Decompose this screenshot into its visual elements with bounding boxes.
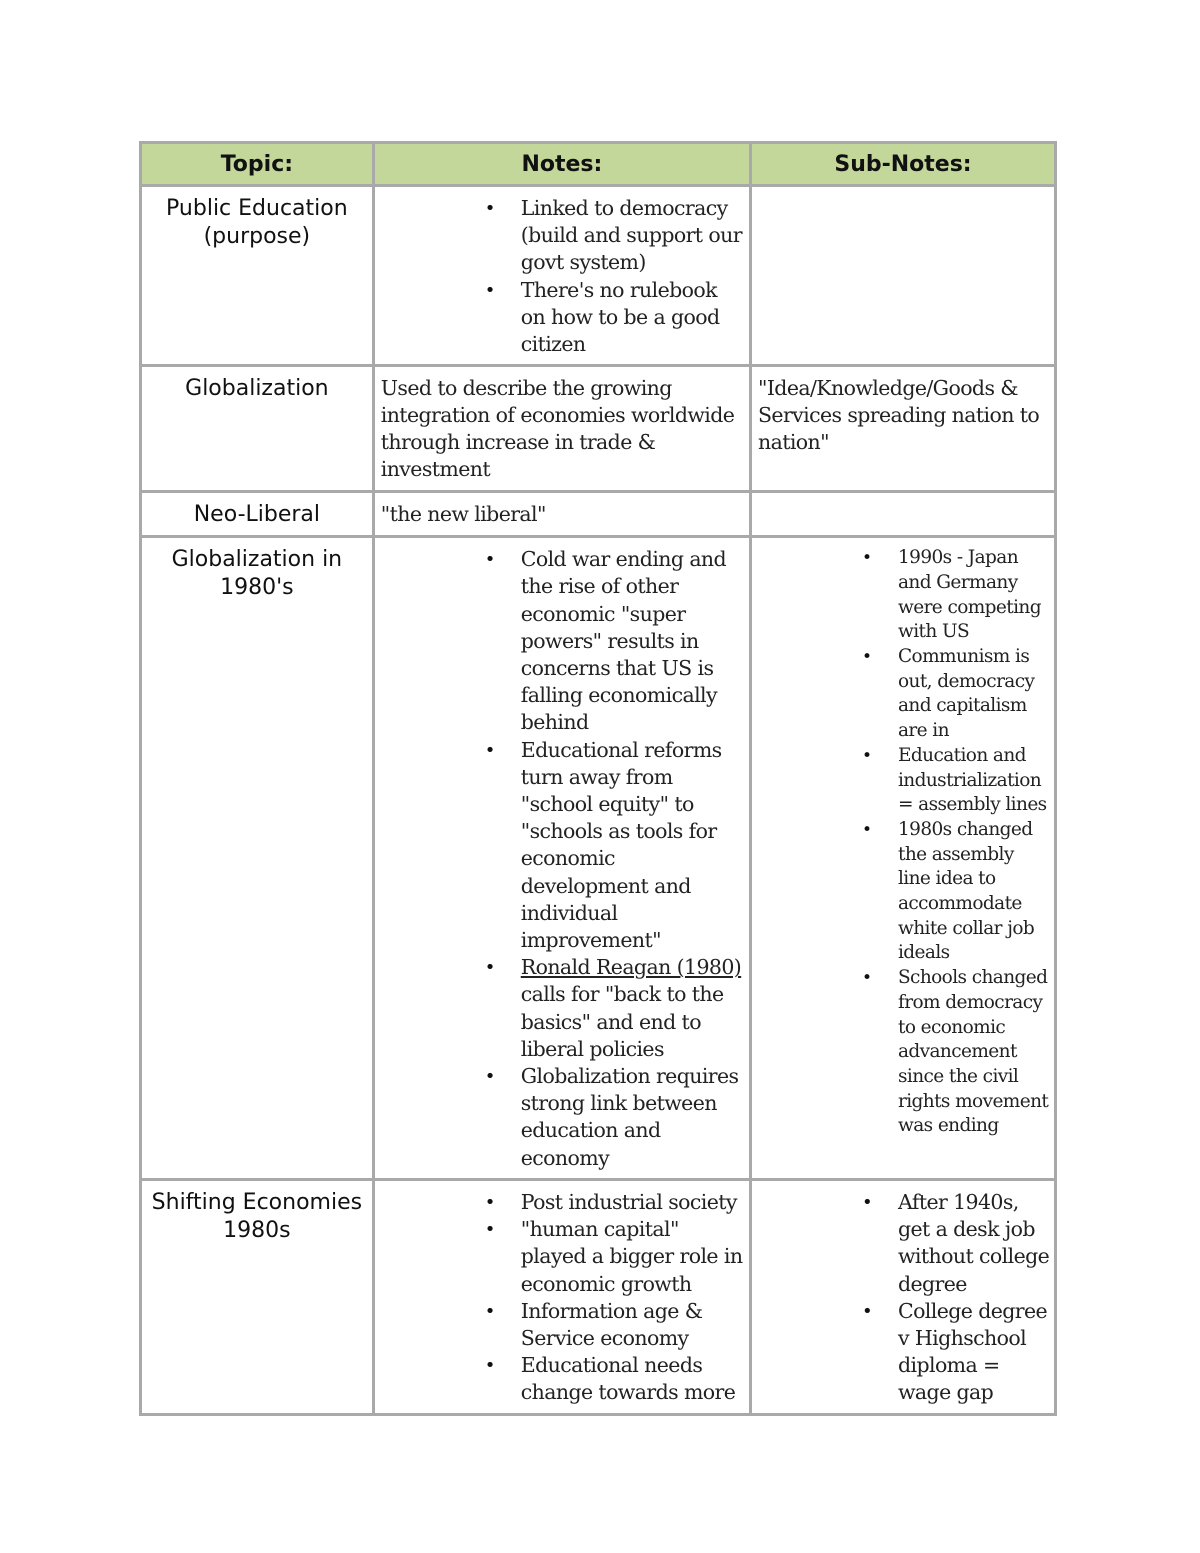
bullet-icon: • [484,739,495,761]
bullet-icon: • [861,745,872,766]
list-item: • "human capital" played a bigger role in economic growth [484,1217,743,1296]
sub-notes-list [752,1181,1054,1413]
table-row [141,492,1056,537]
sub-notes-list [752,538,1054,1145]
list-item: • Educational needs change towards more [484,1353,736,1405]
table-row [141,366,1056,492]
notes-list [375,538,749,1178]
bullet-icon: • [861,1191,873,1213]
bullet-icon: • [484,1191,495,1213]
sub-notes-cell [750,492,1055,537]
header-topic: Topic: [141,143,374,186]
notes-cell [373,186,750,366]
bullet-icon: • [484,198,495,219]
notes-cell [373,537,750,1180]
sub-notes-cell [750,537,1055,1180]
bullet-icon: • [484,279,495,301]
topic-cell: Neo-Liberal [141,492,374,537]
bullet-icon: • [484,549,495,571]
list-item: • Cold war ending and the rise of other economic "super powers" results in concerns that US is falling economically behind [484,547,727,735]
bullet-icon: • [861,968,872,989]
reagan-link: Ronald Reagan (1980) [520,955,742,980]
bullet-icon: • [484,1355,495,1377]
bullet-icon: • [861,1300,873,1322]
topic-cell: Globalization in 1980's [141,537,374,1180]
bullet-icon: • [861,647,872,668]
list-item: • Globalization requires strong link between education and economy [484,1064,739,1170]
notes-list [375,187,749,364]
bullet-icon: • [861,548,872,569]
bullet-icon: • [861,819,872,840]
bullet-icon: • [484,1066,495,1088]
sub-notes-cell [750,186,1055,366]
list-item: • Linked to democracy (build and support our govt system) [484,196,742,275]
list-item: • Communism is out, democracy and capitalism are in [861,646,1035,742]
list-item: • After 1940s, get a desk job without college degree [861,1189,1050,1296]
notes-list [375,1181,749,1413]
notes-cell [373,1179,750,1414]
sub-notes-cell [750,1179,1055,1414]
header-sub-notes: Sub-Notes: [750,143,1055,186]
list-item: • Schools changed from democracy to economic advancement since the civil rights movement was ending [861,967,1049,1137]
list-item: • Education and industrialization = assembly lines [861,744,1047,816]
list-item: • 1980s changed the assembly line idea to accommodate white collar job ideals [861,818,1035,964]
sub-notes-cell: "Idea/Knowledge/Goods & Services spreading nation to nation" [750,366,1055,492]
table-row [141,186,1056,366]
table-row [141,537,1056,1180]
bullet-icon: • [484,1219,495,1241]
notes-cell: Used to describe the growing integration of economies worldwide through increase in trade & investment [373,366,750,492]
list-item: • Educational reforms turn away from "school equity" to "schools as tools for economic development and individual improvement" [484,737,722,953]
list-item: • Ronald Reagan (1980) calls for "back to the basics" and end to liberal policies [484,955,742,1061]
header-notes: Notes: [373,143,750,186]
bullet-icon: • [484,1300,495,1322]
list-item: • 1990s - Japan and Germany were competing with US [861,547,1041,643]
table-row [141,1179,1056,1414]
notes-cell: "the new liberal" [373,492,750,537]
notes-table [139,141,1057,1416]
bullet-icon: • [484,957,495,979]
topic-cell: Shifting Economies 1980s [141,1179,374,1414]
topic-cell: Public Education (purpose) [141,186,374,366]
topic-cell: Globalization [141,366,374,492]
list-item: • Information age & Service economy [484,1298,703,1350]
header-row [141,143,1056,186]
list-item: • Post industrial society [375,1189,745,1216]
list-item: • There's no rulebook on how to be a good citizen [484,277,720,357]
list-item: • College degree v Highschool diploma = wage gap [861,1298,1048,1405]
